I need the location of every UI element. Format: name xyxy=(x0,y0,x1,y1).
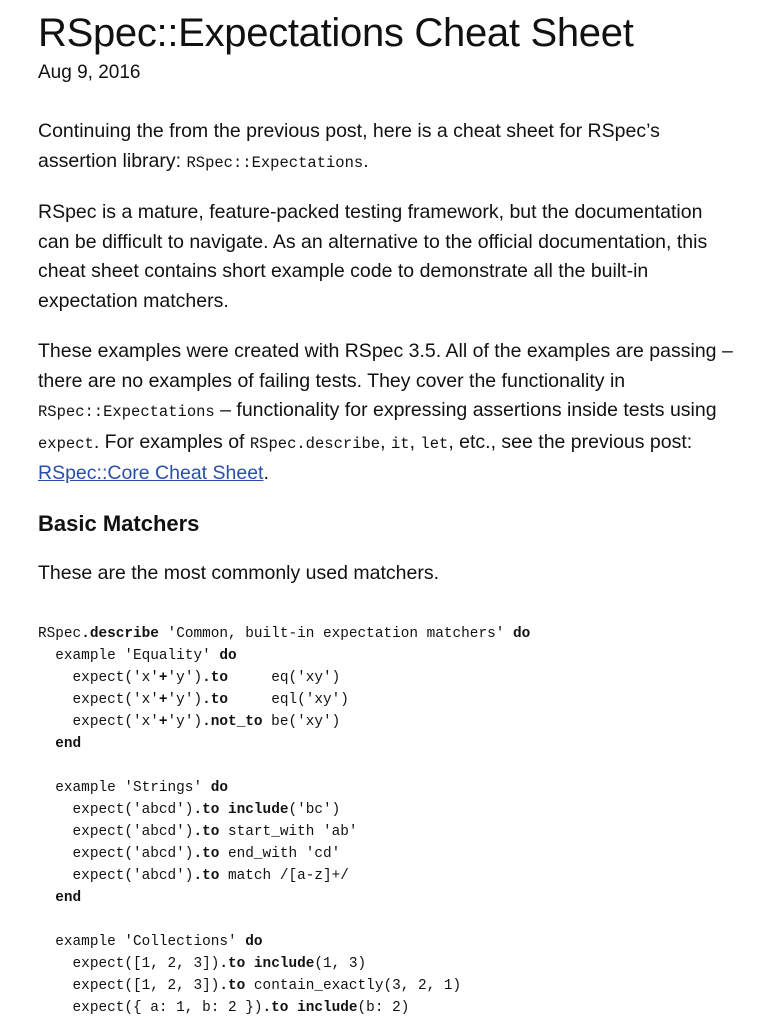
code-text: expect([1, 2, 3]) xyxy=(38,956,220,972)
code-keyword: include xyxy=(297,1000,358,1016)
code-keyword: do xyxy=(245,934,263,950)
code-text: (b: 2) xyxy=(357,1000,410,1016)
code-line xyxy=(38,909,530,931)
code-keyword: end xyxy=(55,736,82,752)
code-text: example 'Collections' xyxy=(38,934,246,950)
code-keyword: .to xyxy=(202,692,229,708)
intro-text: Continuing the from the previous post, here is a cheat sheet for RSpec’s assertion library: xyxy=(38,120,660,172)
code-text: expect('abcd') xyxy=(38,802,194,818)
code-keyword: .to xyxy=(219,956,246,972)
code-text: example 'Strings' xyxy=(38,780,211,796)
intro-paragraph-2: RSpec is a mature, feature-packed testing framework, but the documentation can be difficult to navigate. As an alternative to the official documentation, this cheat sheet contains short example code to demonstrate all the built-in expectation matchers. xyxy=(38,201,708,312)
code-line xyxy=(38,821,530,843)
code-text: expect([1, 2, 3]) xyxy=(38,978,220,994)
code-keyword: .to xyxy=(262,1000,289,1016)
code-keyword: do xyxy=(219,648,237,664)
code-keyword: include xyxy=(228,802,289,818)
code-keyword: + xyxy=(158,670,168,686)
code-text: end_with 'cd' xyxy=(219,846,341,862)
code-text: expect({ a: 1, b: 2 }) xyxy=(38,1000,263,1016)
code-keyword: .not_to xyxy=(202,714,263,730)
post-date: Aug 9, 2016 xyxy=(38,62,141,83)
code-text xyxy=(219,802,228,818)
code-keyword: .to xyxy=(193,868,220,884)
code-line xyxy=(38,689,530,711)
paragraph-text: , etc., see the previous post: xyxy=(448,430,693,453)
code-text: RSpec xyxy=(38,626,82,642)
code-text: (1, 3) xyxy=(314,956,367,972)
code-line xyxy=(38,953,530,975)
code-line xyxy=(38,843,530,865)
code-text: ('bc') xyxy=(288,802,341,818)
code-keyword: .describe xyxy=(81,626,159,642)
code-keyword: .to xyxy=(202,670,229,686)
code-text: be('xy') xyxy=(262,714,341,730)
code-line xyxy=(38,887,530,909)
code-text: eq('xy') xyxy=(228,670,341,686)
code-text: contain_exactly(3, 2, 1) xyxy=(245,978,462,994)
code-line xyxy=(38,931,530,953)
code-text: expect('x' xyxy=(38,670,159,686)
code-text: eql('xy') xyxy=(228,692,349,708)
code-text xyxy=(245,956,254,972)
code-text: expect('abcd') xyxy=(38,846,194,862)
code-keyword: .to xyxy=(193,802,220,818)
inline-code: let xyxy=(420,434,449,453)
code-text: example 'Equality' xyxy=(38,648,220,664)
code-keyword: include xyxy=(253,956,315,972)
paragraph-text: . For examples of xyxy=(93,430,250,453)
code-line xyxy=(38,755,530,777)
paragraph-text: . xyxy=(263,462,269,484)
core-cheat-sheet-link[interactable]: RSpec::Core Cheat Sheet xyxy=(38,462,264,484)
paragraph-text: These examples were created with RSpec 3.5. All of the examples are passing – there are no examples of failing tests. They cover the functionality in xyxy=(38,340,733,392)
paragraph-text: – functionality for expressing assertions inside tests using xyxy=(214,399,717,421)
intro-paragraph-3 xyxy=(38,337,738,489)
code-text: expect('abcd') xyxy=(38,868,194,884)
code-text: 'Common, built-in expectation matchers' xyxy=(158,626,513,642)
code-block xyxy=(38,623,530,1019)
section-description: These are the most commonly used matchers. xyxy=(38,562,439,584)
code-text: start_with 'ab' xyxy=(219,824,358,840)
code-keyword: + xyxy=(158,692,168,708)
code-text: 'y') xyxy=(167,692,203,708)
inline-code: it xyxy=(390,434,410,453)
inline-code: expect xyxy=(38,434,94,453)
code-text: expect('x' xyxy=(38,714,159,730)
code-line xyxy=(38,667,530,689)
code-line xyxy=(38,865,530,887)
code-keyword: .to xyxy=(219,978,246,994)
inline-code: RSpec::Expectations xyxy=(186,153,364,172)
code-text: expect('x' xyxy=(38,692,159,708)
code-keyword: do xyxy=(513,626,531,642)
code-text: expect('abcd') xyxy=(38,824,194,840)
paragraph-text: , xyxy=(380,430,391,453)
intro-paragraph-1 xyxy=(38,117,738,178)
section-heading: Basic Matchers xyxy=(38,511,200,536)
code-keyword: .to xyxy=(193,824,220,840)
code-line xyxy=(38,777,530,799)
code-keyword: + xyxy=(158,714,168,730)
code-line xyxy=(38,799,530,821)
code-text: 'y') xyxy=(167,714,203,730)
paragraph-text: , xyxy=(409,430,421,453)
code-text xyxy=(38,890,55,906)
post-title: RSpec::Expectations Cheat Sheet xyxy=(38,11,634,55)
code-text: 'y') xyxy=(167,670,203,686)
code-text xyxy=(38,736,55,752)
code-line xyxy=(38,997,530,1019)
code-line xyxy=(38,645,530,667)
code-keyword: do xyxy=(210,780,228,796)
intro-text-end: . xyxy=(363,149,369,172)
code-keyword: end xyxy=(55,890,82,906)
code-line xyxy=(38,733,530,755)
code-keyword: .to xyxy=(193,846,220,862)
code-line xyxy=(38,623,530,645)
inline-code: RSpec.describe xyxy=(249,434,381,453)
code-line xyxy=(38,975,530,997)
code-text: match /[a-z]+/ xyxy=(219,868,349,884)
code-text xyxy=(288,1000,297,1016)
inline-code: RSpec::Expectations xyxy=(38,403,215,421)
code-line xyxy=(38,711,530,733)
